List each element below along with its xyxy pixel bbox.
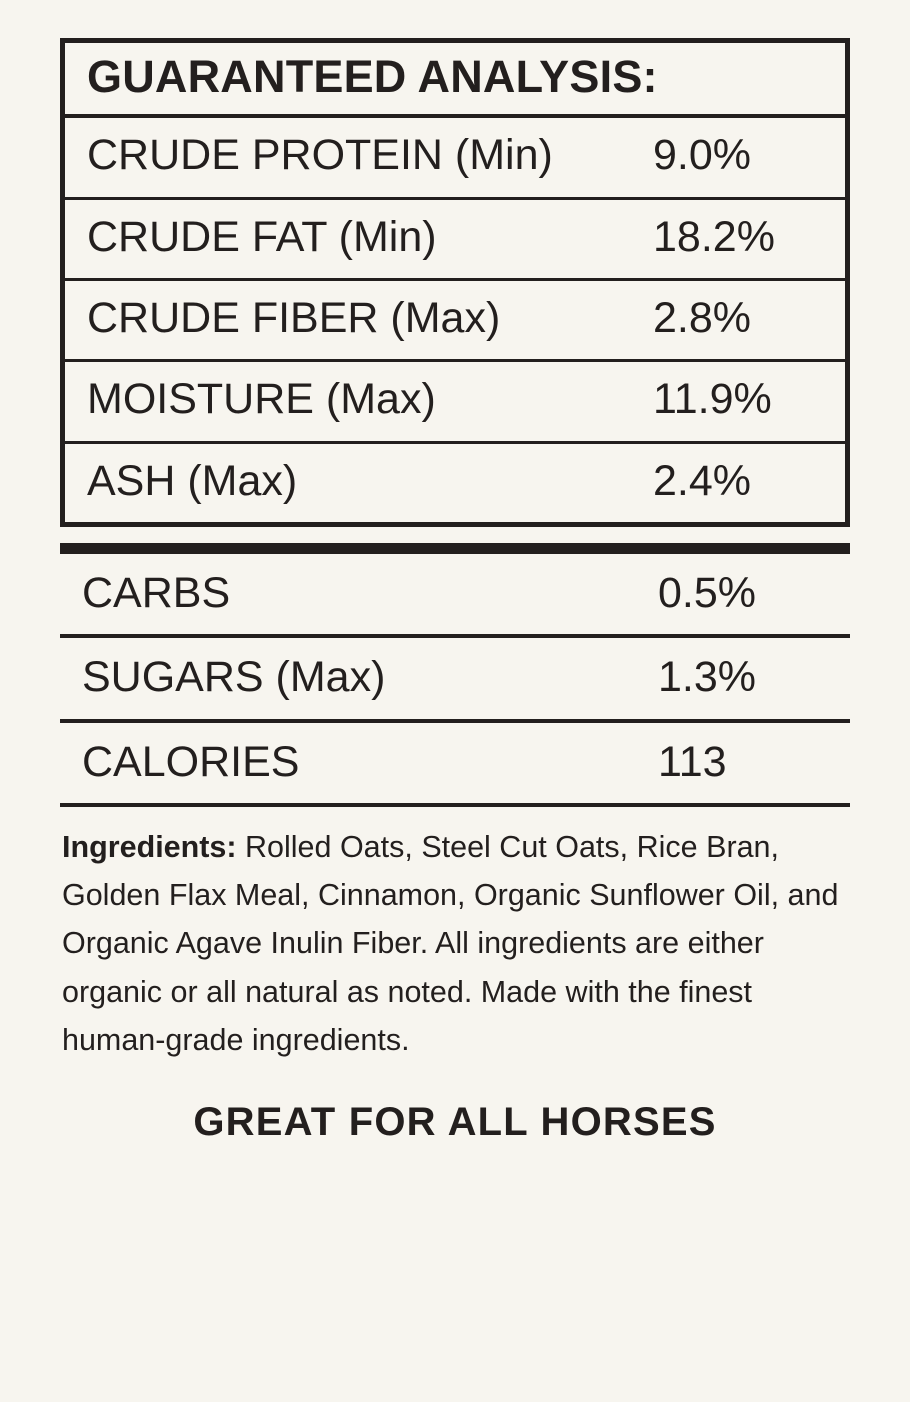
table-row	[65, 200, 845, 281]
nutrient-value: 11.9%	[653, 375, 772, 424]
nutrient-name: CRUDE FIBER (Max)	[87, 293, 501, 342]
ingredients-paragraph	[60, 823, 850, 1064]
table-row	[60, 554, 850, 638]
nutrient-value: 0.5%	[658, 568, 757, 617]
nutrient-name: CALORIES	[82, 737, 300, 786]
section-divider	[60, 543, 850, 554]
guaranteed-analysis-table	[60, 38, 850, 527]
table-row	[60, 638, 850, 722]
nutrient-name: SUGARS (Max)	[82, 653, 386, 702]
ingredients-text: Rolled Oats, Steel Cut Oats, Rice Bran, Golden Flax Meal, Cinnamon, Organic Sunflower Oil, and Organic Agave Inulin Fiber. All ingredients are either organic or all natural as noted. Made with the finest human-grade ingredients.	[62, 830, 839, 1057]
footer-tagline: GREAT FOR ALL HORSES	[193, 1099, 717, 1144]
secondary-analysis-table	[60, 554, 850, 807]
nutrient-value: 1.3%	[658, 653, 757, 702]
table-row	[65, 362, 845, 443]
nutrient-name: CRUDE PROTEIN (Min)	[87, 131, 553, 180]
guaranteed-analysis-title: GUARANTEED ANALYSIS:	[87, 51, 658, 102]
nutrient-name: ASH (Max)	[87, 456, 298, 505]
guaranteed-analysis-title-row	[65, 43, 845, 118]
nutrient-name: CRUDE FAT (Min)	[87, 212, 437, 261]
nutrient-value: 2.4%	[653, 456, 752, 505]
table-row	[65, 118, 845, 199]
ingredients-label: Ingredients:	[62, 830, 237, 864]
nutrient-value: 2.8%	[653, 293, 752, 342]
nutrient-value: 18.2%	[653, 212, 775, 261]
table-row	[65, 444, 845, 522]
table-row	[65, 281, 845, 362]
table-row	[60, 723, 850, 807]
nutrient-value: 113	[658, 737, 727, 786]
nutrient-name: CARBS	[82, 568, 231, 617]
nutrient-name: MOISTURE (Max)	[87, 375, 436, 424]
nutrient-value: 9.0%	[653, 131, 752, 180]
